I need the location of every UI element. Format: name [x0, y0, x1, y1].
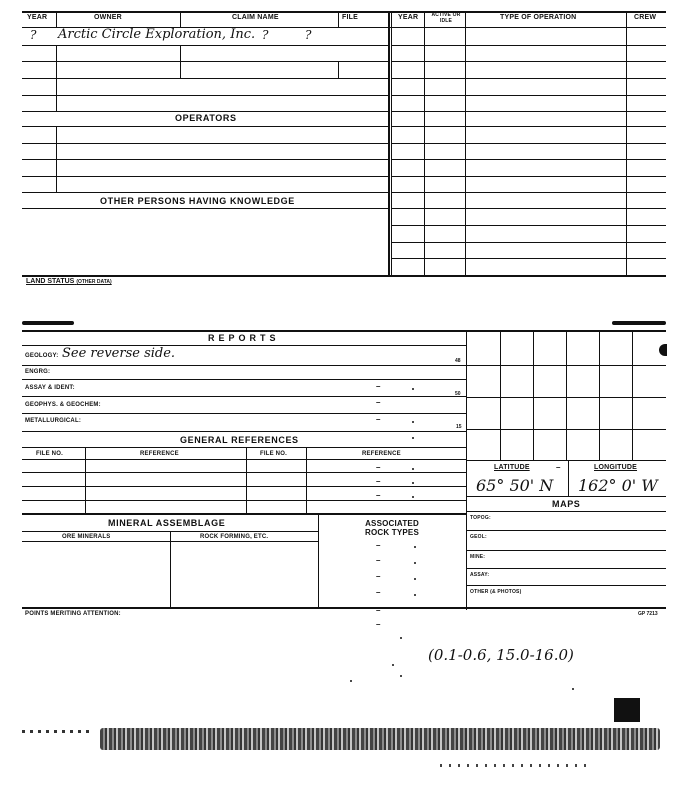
maps-line-3	[466, 568, 666, 569]
num-50: 50	[455, 391, 461, 397]
right-row-6	[391, 126, 666, 127]
col-crew: CREW	[634, 14, 657, 21]
geology-label: GEOLOGY:	[25, 353, 59, 359]
grid-v-1	[500, 330, 501, 460]
gr-bottom	[22, 513, 466, 515]
handwritten-range-note: (0.1-0.6, 15.0-16.0)	[428, 646, 574, 664]
gr-col-2	[246, 447, 247, 513]
noise-dot-4	[572, 688, 574, 690]
owner-row-line-1	[22, 45, 388, 46]
col-file: FILE	[342, 14, 358, 21]
grid-h-4	[466, 460, 666, 461]
grid-v-3	[566, 330, 567, 460]
col-type-operation: TYPE OF OPERATION	[500, 14, 577, 21]
scan-noise-band	[100, 728, 660, 750]
owner-row-line-2	[22, 61, 388, 62]
grid-v-4	[599, 330, 600, 460]
latlon-divider	[568, 460, 569, 496]
dash-11: –	[376, 606, 381, 615]
right-row-5	[391, 111, 666, 112]
land-status-text: LAND STATUS	[26, 278, 75, 285]
gr-file-no-2: FILE NO.	[260, 451, 287, 457]
dot-4	[412, 468, 414, 470]
dot-6	[412, 496, 414, 498]
owner-row-line-4	[22, 95, 388, 96]
right-row-3	[391, 78, 666, 79]
gr-col-3	[306, 447, 307, 513]
land-status-label	[26, 278, 112, 285]
right-row-9	[391, 176, 666, 177]
general-references-title: GENERAL REFERENCES	[180, 435, 299, 445]
dash-6: –	[376, 491, 381, 500]
col-claim-name: CLAIM NAME	[232, 14, 279, 21]
right-row-1	[391, 45, 666, 46]
row1-claim-q2: ?	[305, 28, 312, 42]
report-line-4	[22, 413, 466, 414]
dash-9: –	[376, 572, 381, 581]
dash-8: –	[376, 556, 381, 565]
operators-line-3	[22, 159, 388, 160]
top-section-bottom	[22, 275, 666, 277]
persons-line-1	[22, 208, 388, 209]
lat-dash: –	[556, 463, 561, 472]
maps-line-2	[466, 550, 666, 551]
num-48: 48	[455, 358, 461, 364]
owner-row-line-3	[22, 78, 388, 79]
hdr-div-1	[56, 11, 57, 27]
col-year-2: YEAR	[398, 14, 419, 21]
maps-line-1	[466, 530, 666, 531]
maps-mine: MINE:	[470, 554, 486, 560]
right-row-2	[391, 61, 666, 62]
operators-heading: OPERATORS	[175, 113, 237, 123]
dot-10	[414, 594, 416, 596]
latlon-bottom	[466, 496, 666, 497]
geophys-label: GEOPHYS. & GEOCHEM:	[25, 402, 101, 408]
operators-col-div	[56, 126, 57, 192]
smudge-left	[22, 321, 74, 325]
operators-line-1	[22, 126, 388, 127]
gr-col-1	[85, 447, 86, 513]
scan-noise-left	[22, 730, 92, 733]
dot-9	[414, 578, 416, 580]
dot-1	[412, 388, 414, 390]
gr-row-1	[22, 459, 466, 460]
reports-top-border	[22, 330, 666, 332]
report-line-1	[22, 365, 466, 366]
row1-owner: Arctic Circle Exploration, Inc.	[58, 27, 256, 42]
ore-minerals-label: ORE MINERALS	[62, 534, 111, 540]
dash-10: –	[376, 588, 381, 597]
dash-5: –	[376, 477, 381, 486]
reports-bottom	[22, 607, 666, 609]
dot-2	[412, 421, 414, 423]
operators-line-2	[22, 143, 388, 144]
num-15: 15	[456, 424, 462, 430]
right-row-14	[391, 258, 666, 259]
grid-v-5	[632, 330, 633, 460]
corner-mark	[614, 698, 640, 722]
maps-line-4	[466, 585, 666, 586]
dash-2: –	[376, 398, 381, 407]
right-row-12	[391, 225, 666, 226]
persons-top-line	[22, 192, 388, 193]
mineral-col-div	[170, 531, 171, 607]
gr-reference-1: REFERENCE	[140, 451, 179, 457]
other-persons-heading: OTHER PERSONS HAVING KNOWLEDGE	[100, 196, 295, 206]
dot-7	[414, 546, 416, 548]
form-number: GP 7213	[638, 611, 658, 617]
gr-file-no-1: FILE NO.	[36, 451, 63, 457]
report-line-5	[22, 431, 466, 432]
binder-hole	[659, 344, 667, 356]
maps-topog: TOPOG:	[470, 515, 491, 521]
dot-11	[400, 637, 402, 639]
mineral-assemblage-title: MINERAL ASSEMBLAGE	[108, 518, 226, 528]
right-row-10	[391, 192, 666, 193]
assay-label: ASSAY & IDENT:	[25, 385, 75, 391]
col-owner: OWNER	[94, 14, 122, 21]
dot-8	[414, 562, 416, 564]
operators-line-4	[22, 176, 388, 177]
hdr-div-3	[338, 11, 339, 27]
metallurgical-label: METALLURGICAL:	[25, 418, 82, 424]
report-line-2	[22, 379, 466, 380]
latitude-label: LATITUDE	[494, 464, 530, 471]
row1-claim-q1: ?	[262, 28, 269, 42]
dash-12: –	[376, 620, 381, 629]
col-year: YEAR	[27, 14, 48, 21]
hdr-div-2	[180, 11, 181, 27]
dot-5	[412, 482, 414, 484]
owner-col-div-1	[56, 45, 57, 111]
owner-col-div-2	[180, 45, 181, 79]
right-row-13	[391, 242, 666, 243]
land-status-note: (OTHER DATA)	[76, 279, 112, 285]
grid-v-2	[533, 330, 534, 460]
dash-1: –	[376, 382, 381, 391]
engrg-label: ENGRG:	[25, 369, 51, 375]
gr-row-4	[22, 500, 466, 501]
gr-row-2	[22, 472, 466, 473]
scan-noise-bottom	[440, 764, 590, 767]
top-border	[22, 11, 666, 13]
maps-geol: GEOL:	[470, 534, 487, 540]
latitude-value: 65° 50' N	[476, 476, 554, 495]
dot-3	[412, 437, 414, 439]
gr-header-line	[22, 447, 466, 448]
associated-rock-types-label: ASSOCIATED ROCK TYPES	[364, 519, 419, 537]
dash-7: –	[376, 541, 381, 550]
noise-dot-2	[350, 680, 352, 682]
points-meriting-label: POINTS MERITING ATTENTION:	[25, 611, 121, 617]
maps-title: MAPS	[552, 499, 581, 509]
right-row-7	[391, 143, 666, 144]
right-row-8	[391, 159, 666, 160]
geology-value: See reverse side.	[62, 346, 176, 361]
row1-year: ?	[30, 28, 37, 42]
noise-dot-1	[392, 664, 394, 666]
gr-reference-2: REFERENCE	[362, 451, 401, 457]
operators-top-line	[22, 111, 388, 112]
smudge-right	[612, 321, 666, 325]
longitude-label: LONGITUDE	[594, 464, 638, 471]
gr-row-3	[22, 486, 466, 487]
reports-title: REPORTS	[208, 333, 280, 343]
maps-assay: ASSAY:	[470, 572, 490, 578]
maps-other: OTHER (& PHOTOS)	[470, 589, 522, 595]
dash-3: –	[376, 415, 381, 424]
owner-col-div-3	[338, 62, 339, 79]
right-row-4	[391, 95, 666, 96]
noise-dot-3	[400, 675, 402, 677]
center-divider	[388, 11, 390, 276]
rock-forming-label: ROCK FORMING, ETC.	[200, 534, 269, 540]
report-line-3	[22, 396, 466, 397]
longitude-value: 162° 0' W	[578, 476, 658, 495]
right-row-11	[391, 208, 666, 209]
dash-4: –	[376, 463, 381, 472]
assoc-left-border	[318, 513, 319, 607]
col-active-idle: ACTIVE OR IDLE	[431, 12, 461, 24]
maps-title-line	[466, 511, 666, 512]
